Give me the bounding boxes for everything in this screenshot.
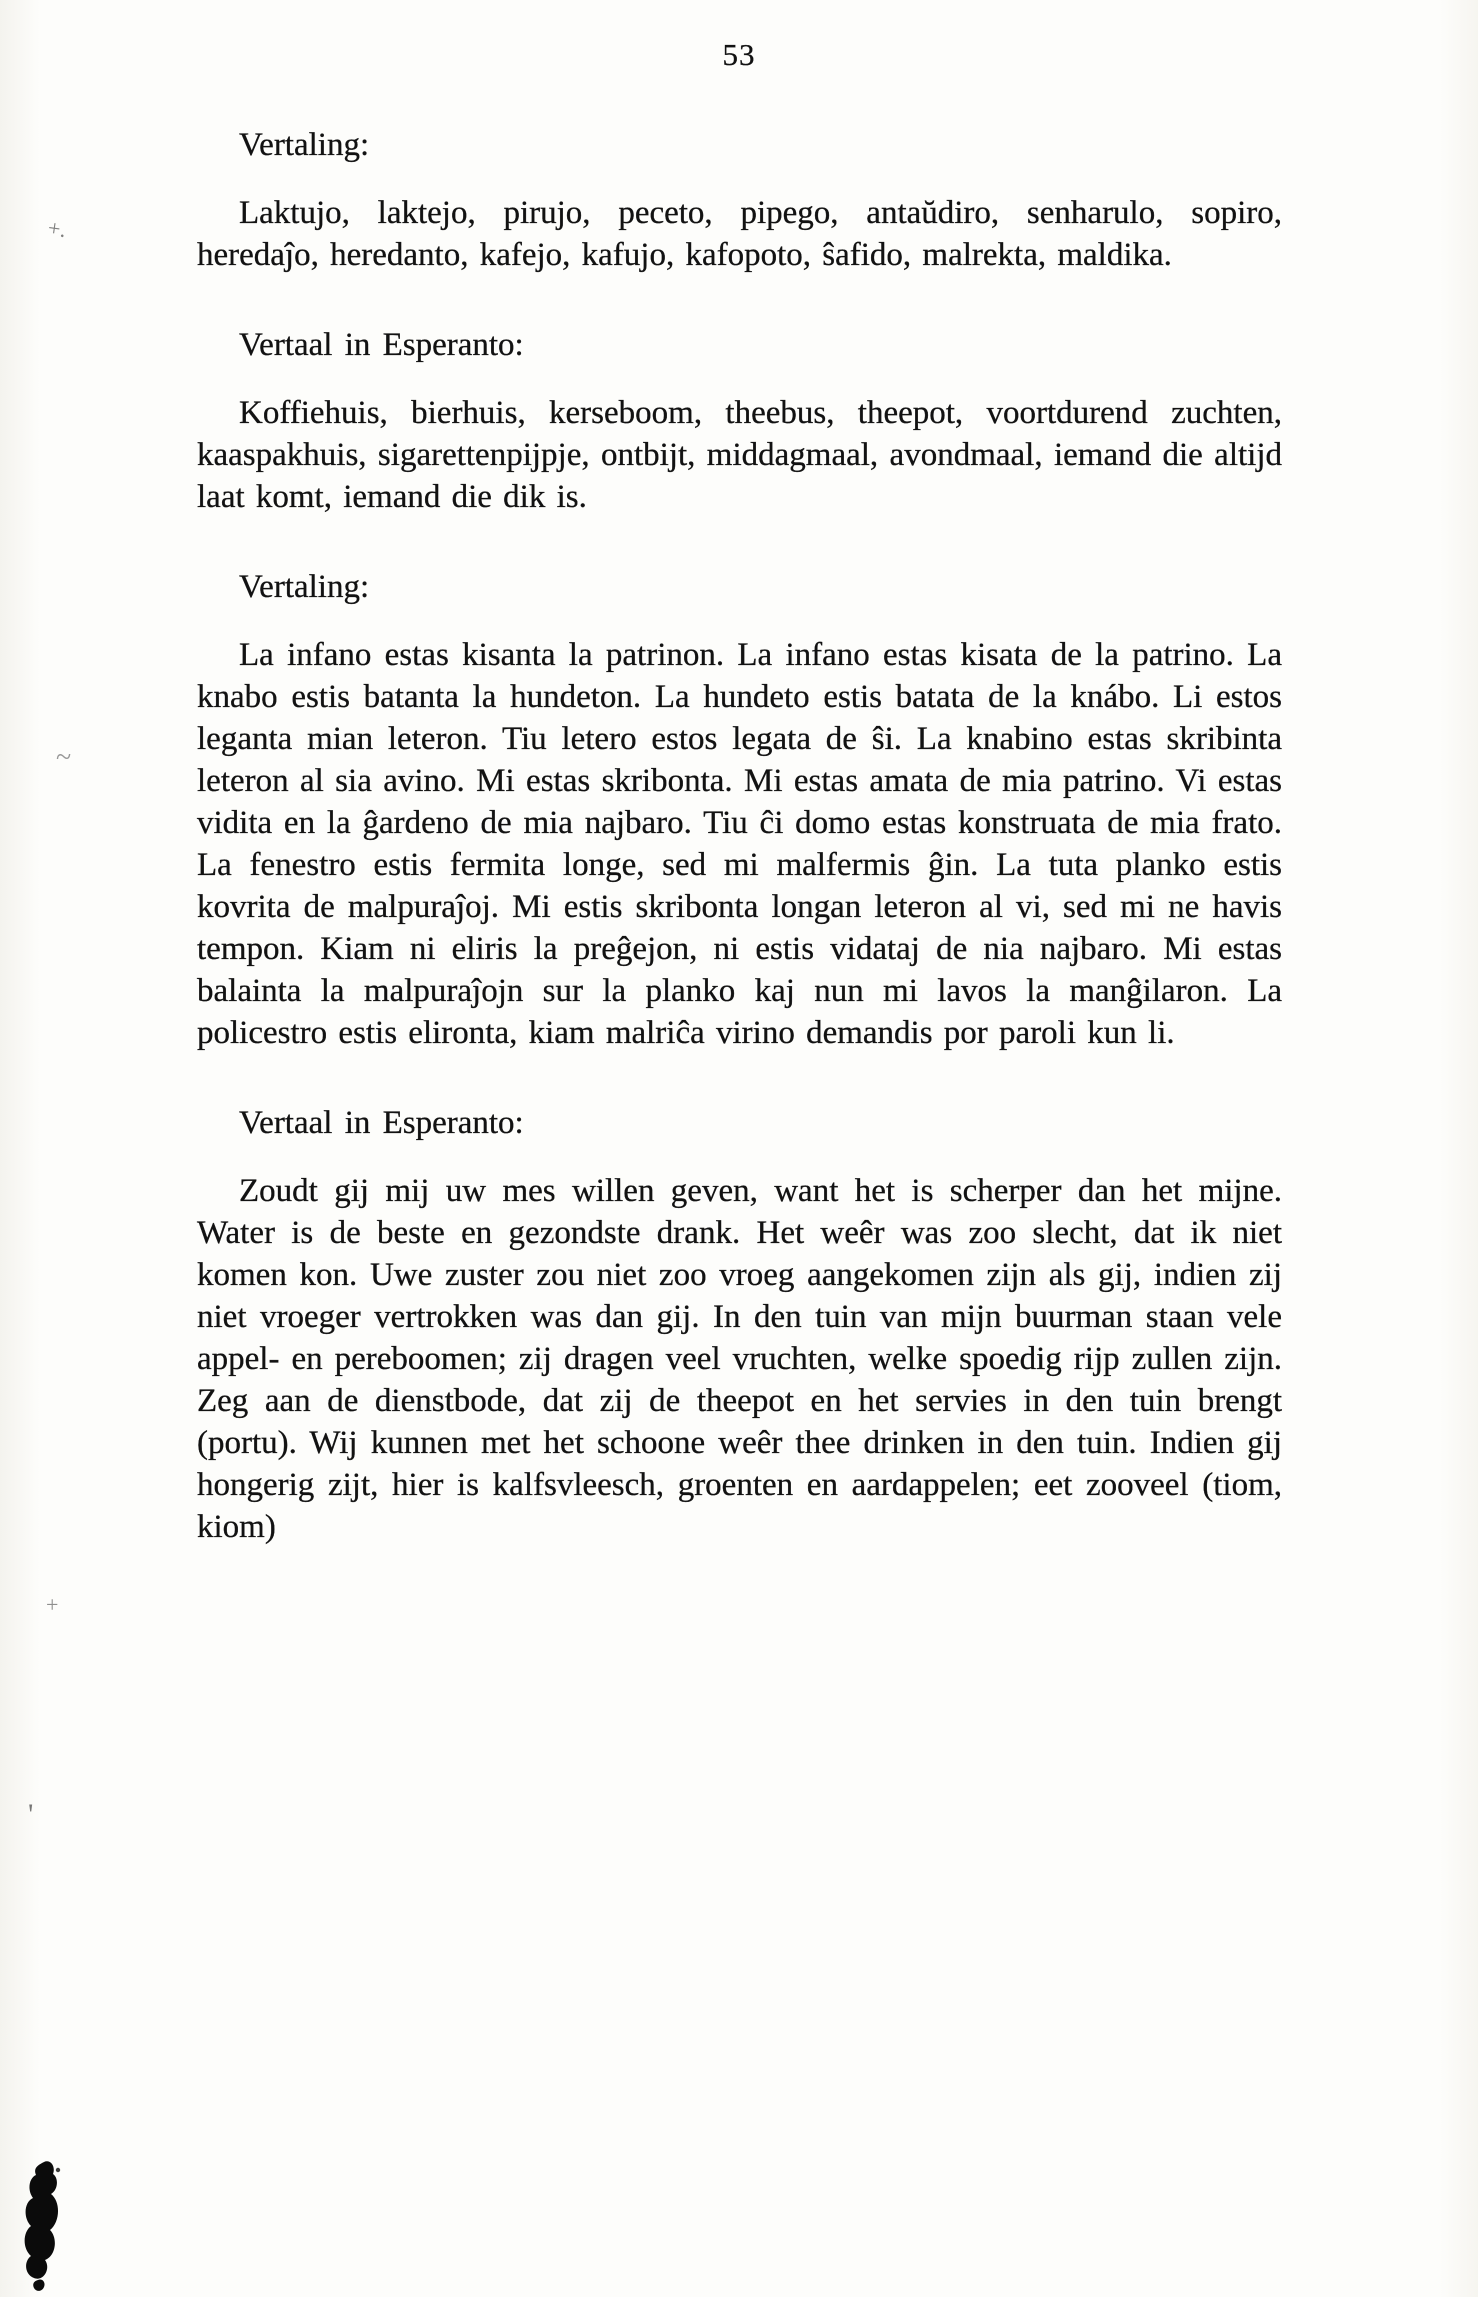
- margin-artifact-mark: ~: [56, 742, 72, 773]
- section-heading: Vertaling:: [239, 127, 370, 163]
- page-content: [197, 124, 1282, 1548]
- section-paragraph: Zoudt gij mij uw mes willen geven, want het is scherper dan het mijne. Water is de beste en gezondste drank. Het weêr was zoo slecht, dat ik niet komen kon. Uwe zuster zou niet zoo vroeg aangekomen zijn als gij, indien zij niet vroeger vertrokken was dan gij. In den tuin van mijn buurman staan vele appel- en pereboomen; zij dragen veel vruchten, welke spoedig rijp zullen zijn. Zeg aan de dienstbode, dat zij de theepot en het servies in den tuin brengt (portu). Wij kunnen met het schoone weêr thee drinken in den tuin. Indien gij hongerig zijt, hier is kalfsvleesch, groenten en aardappelen; eet zooveel (tiom, kiom): [197, 1173, 1282, 1545]
- margin-artifact-mark: +.: [46, 214, 68, 243]
- page-number: 53: [722, 37, 756, 72]
- section-translation-2: [197, 566, 1282, 1054]
- section-exercise-1: [197, 324, 1282, 518]
- section-paragraph: Laktujo, laktejo, pirujo, peceto, pipego, antaŭdiro, senharulo, sopiro, heredaĵo, heredanto, kafejo, kafujo, kafopoto, ŝafido, malrekta, maldika.: [197, 195, 1282, 273]
- section-paragraph: Koffiehuis, bierhuis, kerseboom, theebus, theepot, voortdurend zuchten, kaaspakhuis, sigarettenpijpje, ontbijt, middagmaal, avondmaal, iemand die altijd laat komt, iemand die dik is.: [197, 395, 1282, 515]
- section-paragraph: La infano estas kisanta la patrinon. La infano estas kisata de la patrino. La knabo estis batanta la hundeton. La hundeto estis batata de la knábo. Li estos leganta mian leteron. Tiu letero estos legata de ŝi. La knabino estas skribinta leteron al sia avino. Mi estas skribonta. Mi estas amata de mia patrino. Vi estas vidita en la ĝardeno de mia najbaro. Tiu ĉi domo estas konstruata de mia frato. La fenestro estis fermita longe, sed mi malfermis ĝin. La tuta planko estis kovrita de malpuraĵoj. Mi estis skribonta longan leteron al vi, sed mi ne havis tempon. Kiam ni eliris la preĝejon, ni estis vidataj de nia najbaro. Mi estas balainta la malpuraĵojn sur la planko kaj nun mi lavos la manĝilaron. La policestro estis elironta, kiam malriĉa virino demandis por paroli kun li.: [197, 637, 1282, 1051]
- section-translation-1: [197, 124, 1282, 276]
- ink-blot-artifact: [14, 2160, 78, 2294]
- section-exercise-2: [197, 1102, 1282, 1548]
- section-heading: Vertaling:: [239, 569, 370, 605]
- margin-artifact-mark: ': [28, 1798, 34, 1831]
- section-heading: Vertaal in Esperanto:: [239, 1105, 524, 1141]
- margin-artifact-mark: +: [46, 1592, 59, 1617]
- section-heading: Vertaal in Esperanto:: [239, 327, 524, 363]
